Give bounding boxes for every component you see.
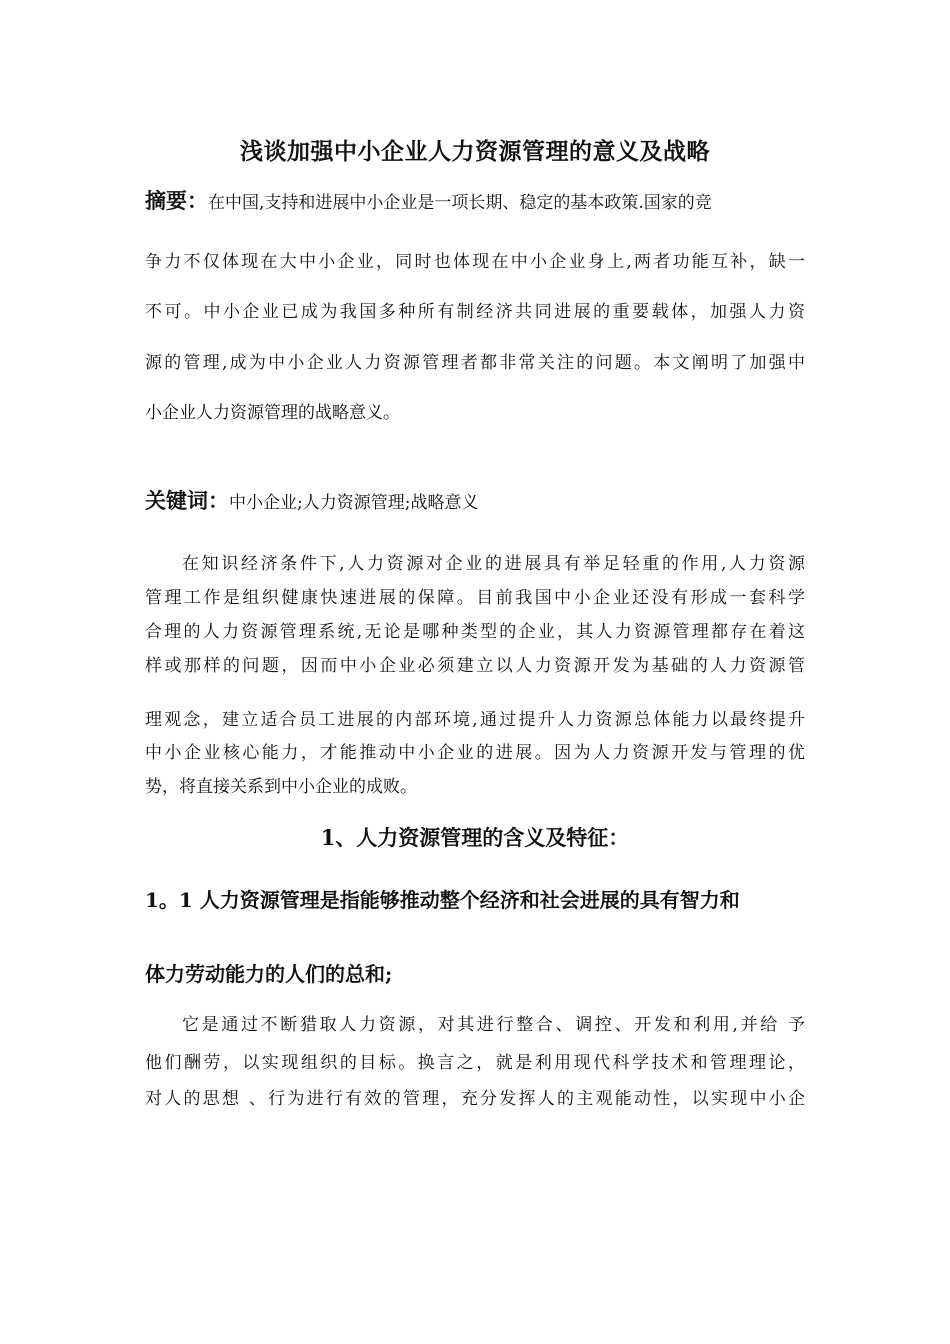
subsection-1-1-heading-line-1: 1。1 人力资源管理是指能够推动整个经济和社会进展的具有智力和 (145, 888, 740, 912)
abstract-text-5: 小企业人力资源管理的战略意义。 (145, 403, 400, 423)
abstract-text-4: 源的管理,成为中小企业人力资源管理者都非常关注的问题。本文阐明了加强中 (145, 353, 805, 373)
section-1-heading: 1、人力资源管理的含义及特征： (320, 825, 630, 850)
document-title: 浅谈加强中小企业人力资源管理的意义及战略 (240, 138, 710, 165)
body-line-3: 对人的思想 、行为进行有效的管理，充分发挥人的主观能动性，以实现中小企 (145, 1089, 805, 1109)
body-line-1: 它是通过不断猎取人力资源，对其进行整合、调控、开发和利用,并给 予 (182, 1015, 805, 1035)
abstract-label: 摘要： (145, 189, 208, 213)
intro-line-3: 合理的人力资源管理系统,无论是哪种类型的企业，其人力资源管理都存在着这 (145, 622, 805, 642)
keywords-label: 关键词： (145, 489, 229, 513)
intro-line-1: 在知识经济条件下,人力资源对企业的进展具有举足轻重的作用,人力资源 (182, 554, 805, 574)
subsection-1-1-heading-line-2: 体力劳动能力的人们的总和; (145, 962, 393, 986)
abstract-text-2: 争力不仅体现在大中小企业，同时也体现在中小企业身上,两者功能互补，缺一 (145, 252, 805, 272)
abstract-text-3: 不可。中小企业已成为我国多种所有制经济共同进展的重要载体，加强人力资 (145, 302, 805, 322)
body-line-2: 他们酬劳，以实现组织的目标。换言之，就是利用现代科学技术和管理理论， (145, 1053, 805, 1073)
keywords-value: 中小企业;人力资源管理;战略意义 (229, 493, 479, 513)
intro-line-5: 理观念，建立适合员工进展的内部环境,通过提升人力资源总体能力以最终提升 (145, 710, 805, 730)
intro-line-6: 中小企业核心能力，才能推动中小企业的进展。因为人力资源开发与管理的优 (145, 743, 805, 763)
keywords-line (145, 488, 805, 516)
abstract-text-1: 在中国,支持和进展中小企业是一项长期、稳定的基本政策.国家的竞 (208, 193, 712, 213)
intro-line-2: 管理工作是组织健康快速进展的保障。目前我国中小企业还没有形成一套科学 (145, 588, 805, 608)
intro-line-4: 样或那样的问题，因而中小企业必须建立以人力资源开发为基础的人力资源管 (145, 656, 805, 676)
abstract-line-1 (145, 188, 805, 216)
intro-line-7: 势，将直接关系到中小企业的成败。 (145, 777, 417, 797)
